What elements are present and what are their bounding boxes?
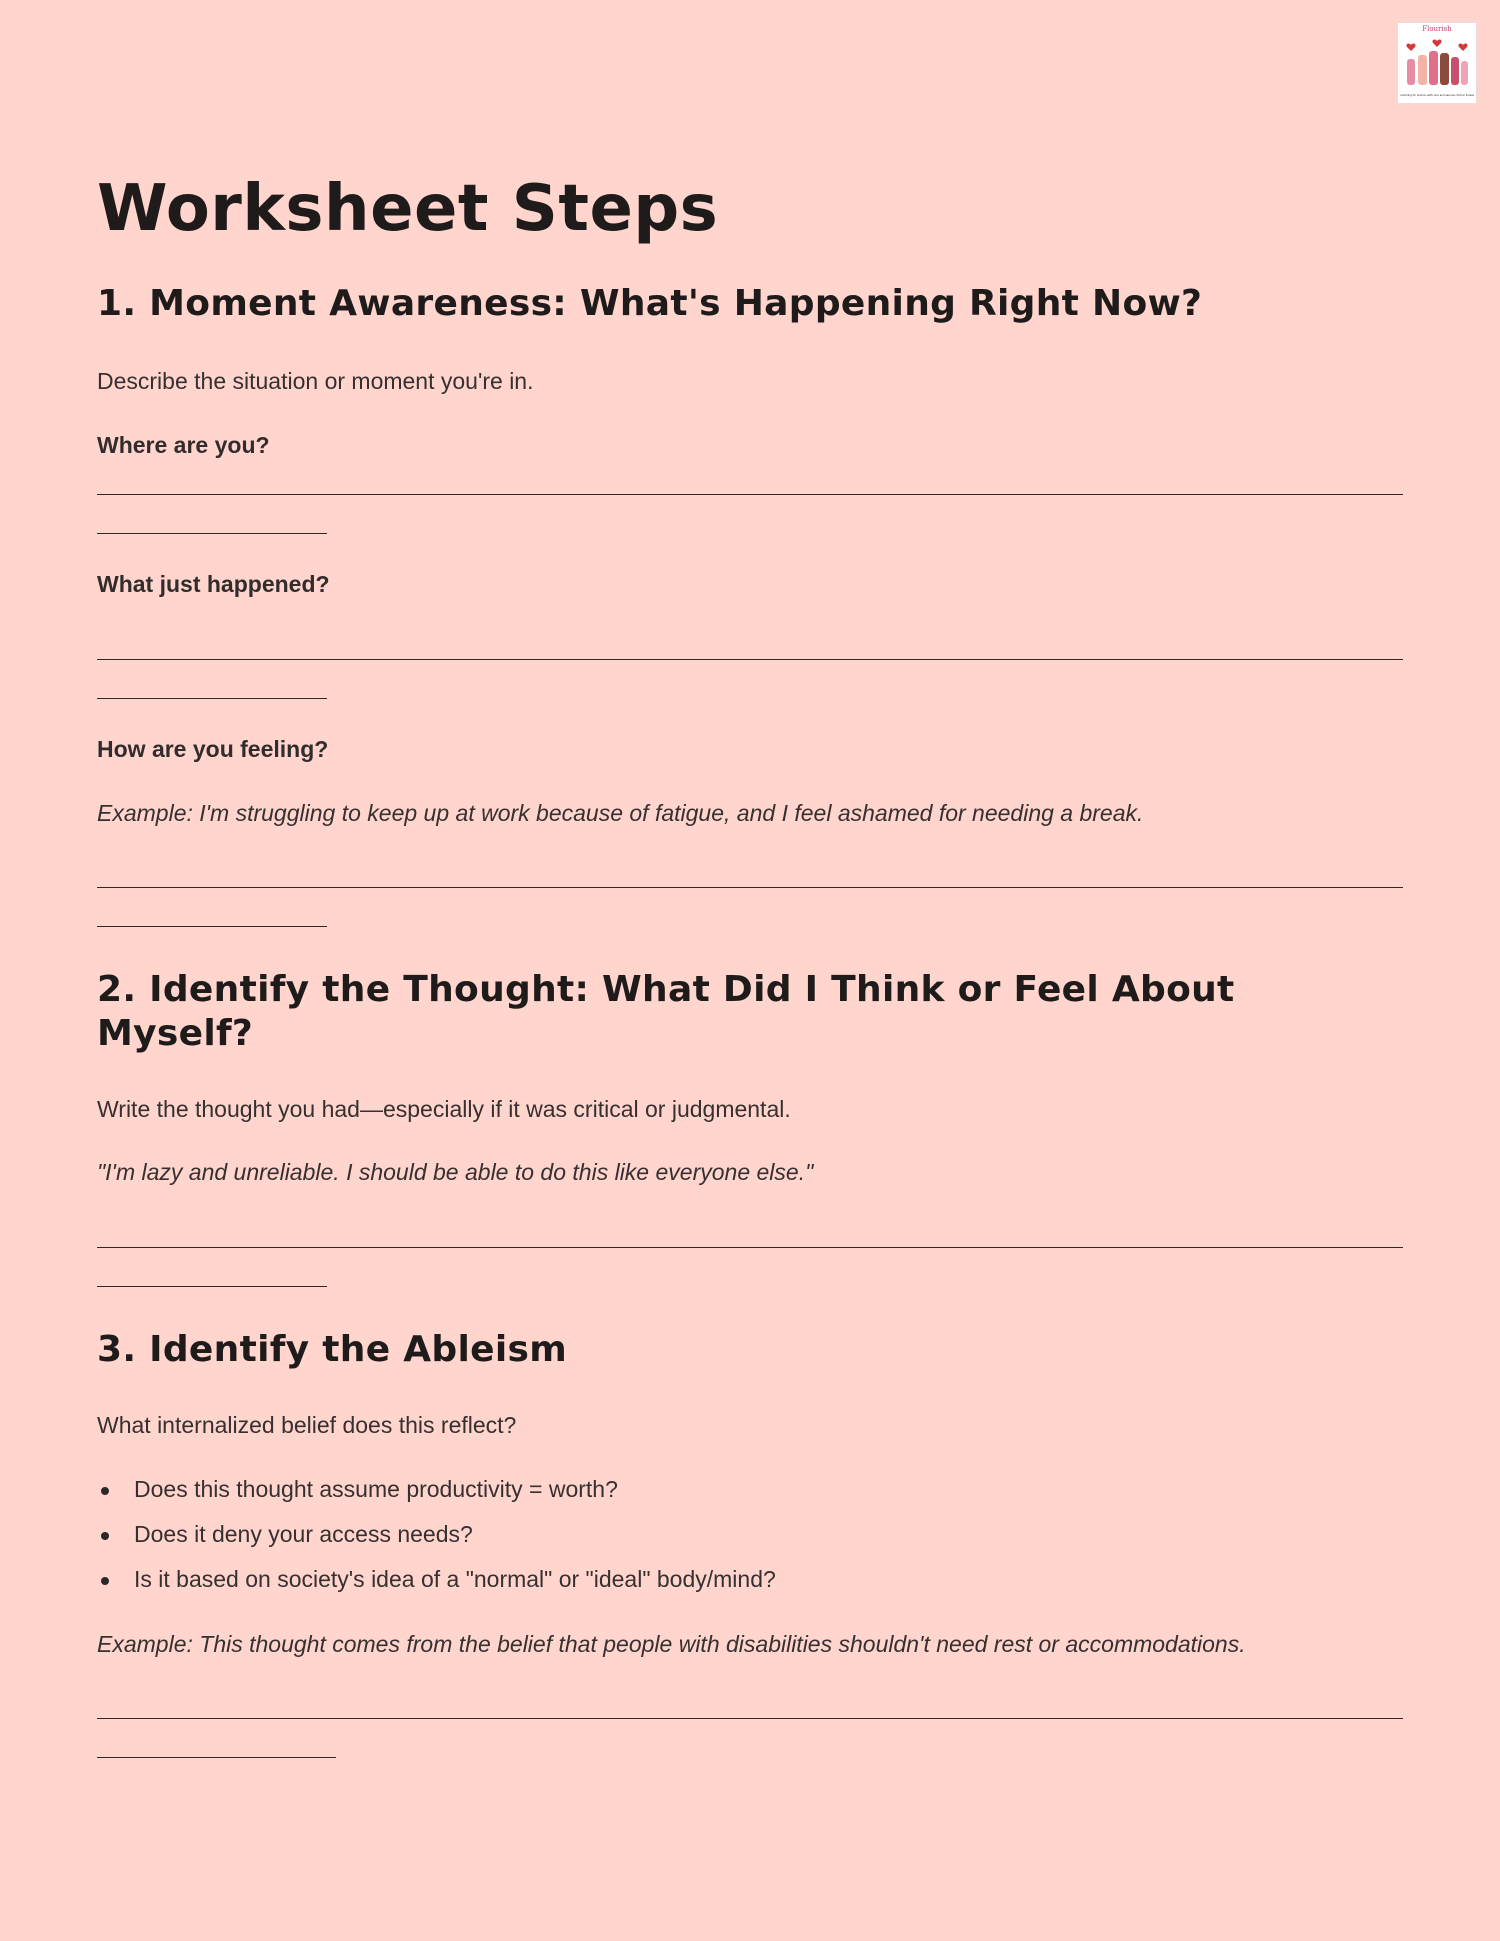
section-3-example: Example: This thought comes from the belief that people with disabilities shouldn't need rest or accommodations.	[97, 1631, 1246, 1657]
bullet-icon	[101, 1487, 109, 1495]
bullet-icon	[101, 1577, 109, 1585]
question-what-just-happened: What just happened?	[97, 571, 330, 597]
answer-line[interactable]	[97, 659, 1403, 660]
flourish-logo	[1397, 22, 1477, 104]
answer-line[interactable]	[97, 494, 1403, 495]
section-2-heading: 2. Identify the Thought: What Did I Think or Feel About Myself?	[97, 969, 1235, 1054]
list-item-text: Does it deny your access needs?	[134, 1521, 473, 1547]
answer-line-short[interactable]	[97, 533, 327, 534]
answer-line[interactable]	[97, 1247, 1403, 1248]
logo-tagline: coaching for women with rare and serious chronic illness	[1400, 94, 1474, 97]
list-item-text: Is it based on society's idea of a "normal" or "ideal" body/mind?	[134, 1566, 776, 1592]
answer-line-short[interactable]	[97, 926, 327, 927]
section-1-example: Example: I'm struggling to keep up at work because of fatigue, and I feel ashamed for needing a break.	[97, 800, 1144, 826]
answer-line-short[interactable]	[97, 1286, 327, 1287]
question-where-are-you: Where are you?	[97, 432, 270, 458]
logo-brand-name: Flourish	[1422, 25, 1452, 33]
section-1-heading: 1. Moment Awareness: What's Happening Right Now?	[97, 283, 1203, 324]
raised-hands-with-hearts-icon	[1398, 23, 1476, 103]
section-3-intro: What internalized belief does this reflect?	[97, 1412, 517, 1438]
list-item-text: Does this thought assume productivity = worth?	[134, 1476, 618, 1502]
answer-line-short[interactable]	[97, 1757, 336, 1758]
answer-line-short[interactable]	[97, 698, 327, 699]
answer-line[interactable]	[97, 887, 1403, 888]
section-2-example: "I'm lazy and unreliable. I should be able to do this like everyone else."	[97, 1159, 814, 1185]
page-title: Worksheet Steps	[97, 172, 719, 246]
bullet-icon	[101, 1532, 109, 1540]
section-2-intro: Write the thought you had—especially if it was critical or judgmental.	[97, 1096, 791, 1122]
answer-line[interactable]	[97, 1718, 1403, 1719]
question-how-are-you-feeling: How are you feeling?	[97, 736, 329, 762]
section-1-intro: Describe the situation or moment you're in.	[97, 368, 534, 394]
section-3-heading: 3. Identify the Ableism	[97, 1329, 568, 1370]
